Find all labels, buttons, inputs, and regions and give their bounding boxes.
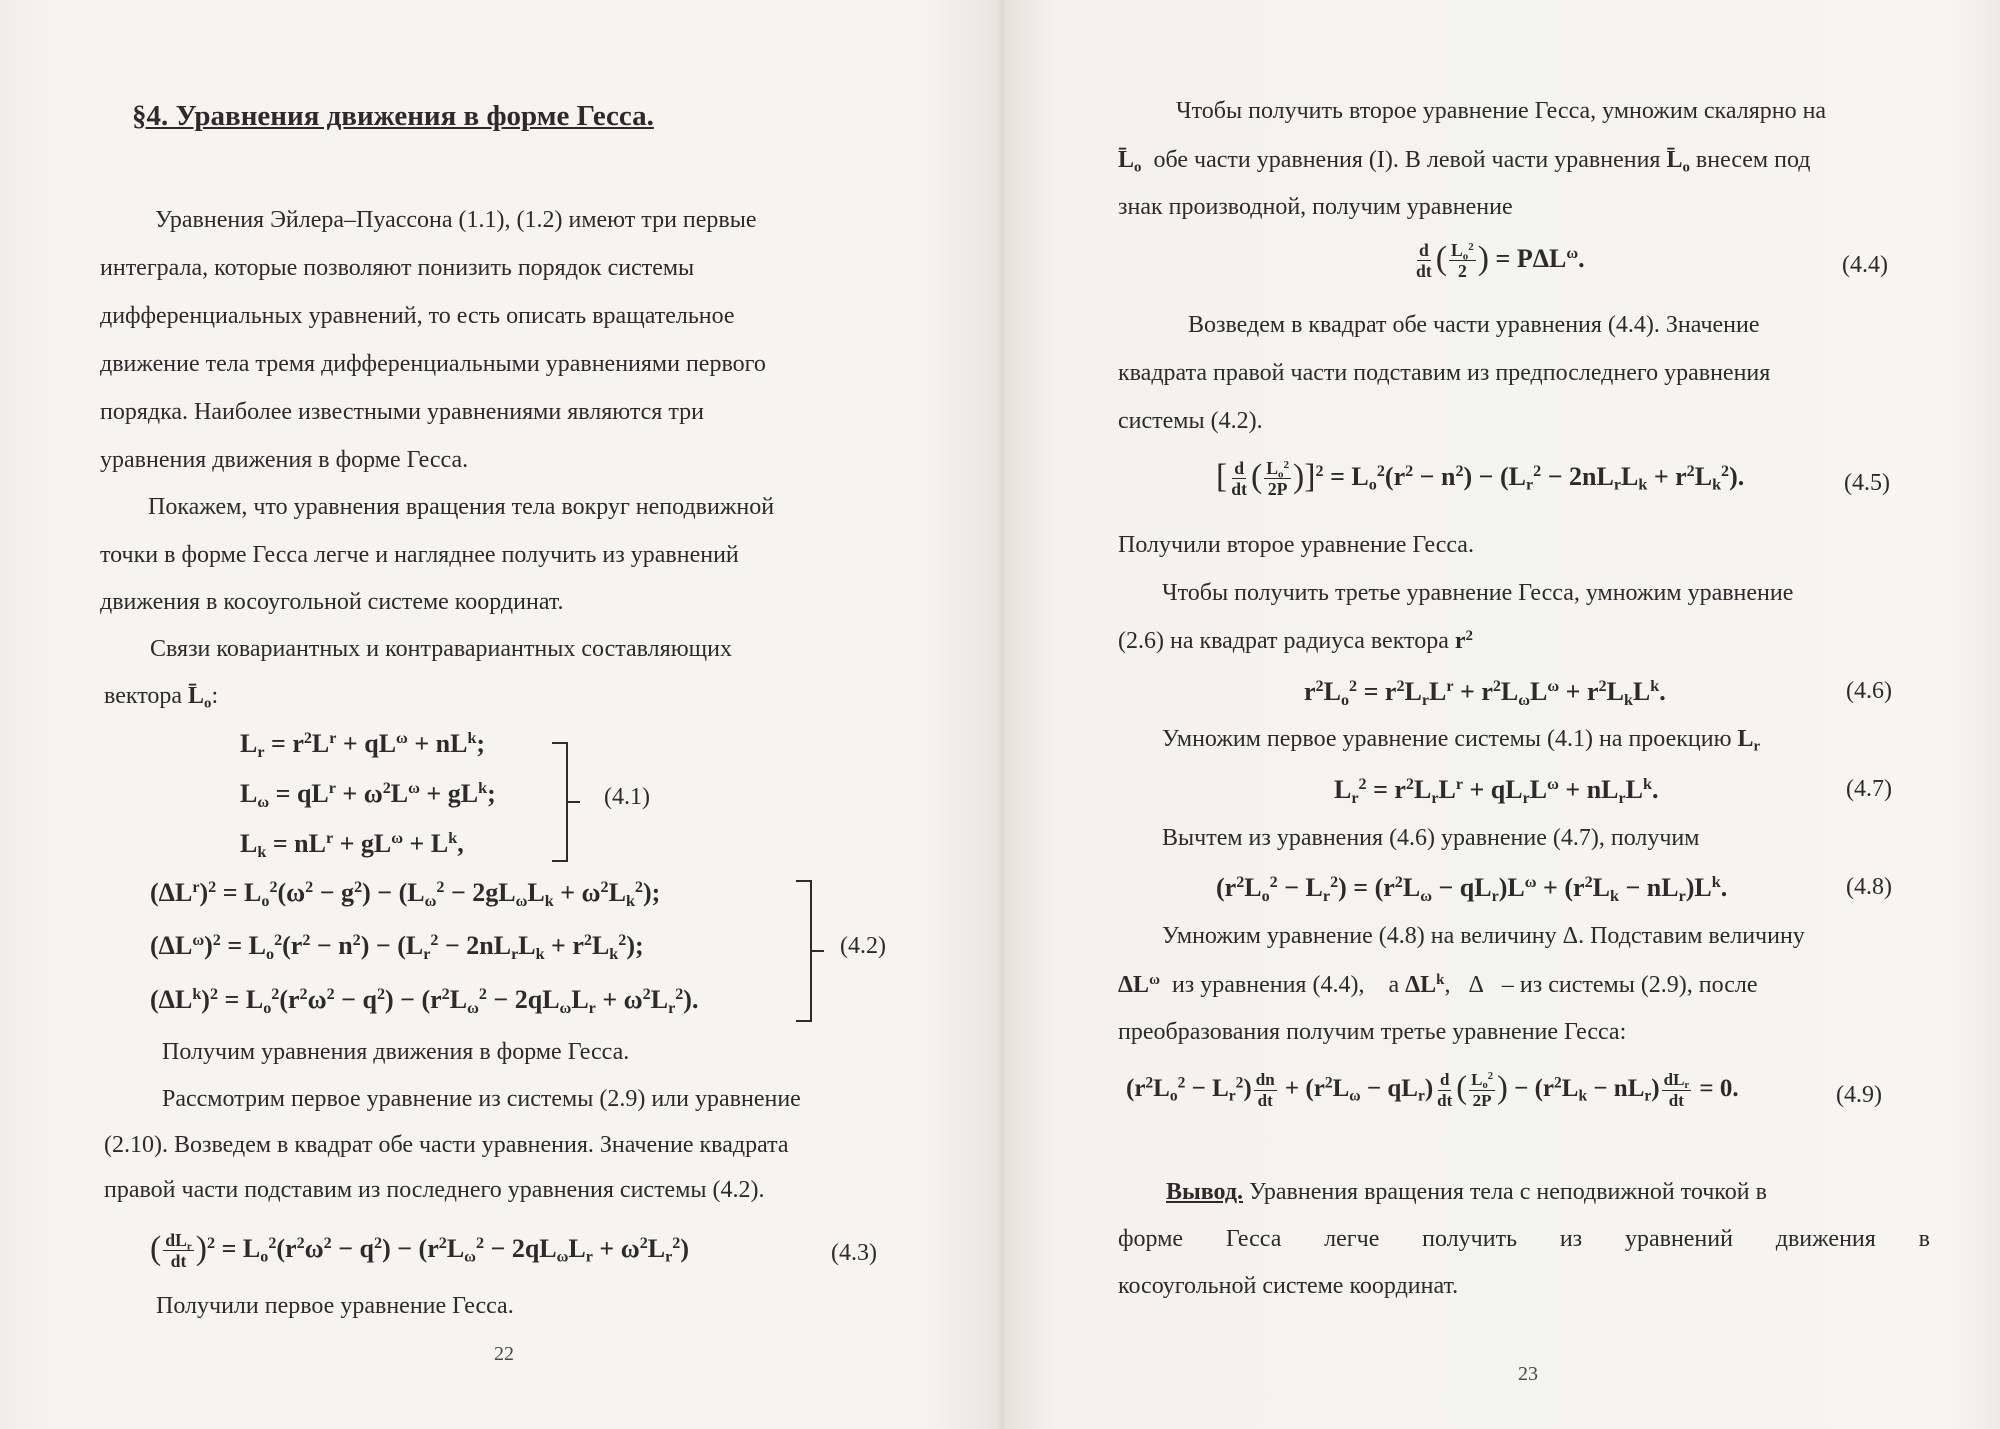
eq43: ( $\frac{dL_r}{dt}$ )$^2 = L_o^2(r^2\omega^2 - q^2) - (r^2L_\omega^2 - 2qL_\omega L_r + \omega^2L_r^2)$ [150,1229,690,1272]
eq45: [ $\frac{d}{dt}$ ( $\frac{L_o^2}{2P}$ )]$^2 = L_o^2(r^2 - n^2) - (L_r^2 - 2nL_rL_k + r^2L_k^2)$. [1216,457,1745,500]
right-para2-line1: Возведем в квадрат обе части уравнения (4.4). Значение [1188,312,1760,338]
eq41-line3: $L_k = nL^r + gL^\omega + L^k$, [240,829,464,861]
eq43-label: (4.3) [831,1240,877,1266]
right-para4: Умножим первое уравнение системы (4.1) на проекцию $L_r$ [1162,726,1761,755]
eq42-line3: $(\Delta L^k)^2 = L_o^2(r^2\omega^2 - q^2) - (r^2L_\omega^2 - 2qL_\omega L_r + \omega^2L_r^2)$. [150,985,699,1017]
right-para3-line2: (2.6) на квадрат радиуса вектора $r^2$ [1118,627,1473,654]
left-para1-line2: интеграла, которые позволяют понизить порядок системы [100,255,695,281]
left-after42: Получим уравнения движения в форме Гесса. [162,1039,630,1065]
eq46-label: (4.6) [1846,678,1892,704]
left-para3-line1: Связи ковариантных и контравариантных составляющих [150,636,732,662]
eq41-brace [552,742,568,862]
left-after43: Получили первое уравнение Гесса. [156,1293,514,1319]
left-para2-line1: Покажем, что уравнения вращения тела вокруг неподвижной [148,494,775,520]
section-title: §4. Уравнения движения в форме Гесса. [132,100,654,132]
left-para2-line3: движения в косоугольной системе координат. [100,589,564,615]
left-para2-line2: точки в форме Гесса легче и нагляднее получить из уравнений [100,542,739,568]
eq48: $(r^2L_o^2 - L_r^2) = (r^2L_\omega - qL_r)L^\omega + (r^2L_k - nL_r)L^k$. [1216,873,1728,905]
right-para2-line2: квадрата правой части подставим из предпоследнего уравнения [1118,360,1771,386]
right-after45: Получили второе уравнение Гесса. [1118,532,1474,558]
eq42-line1: $(\Delta L^r)^2 = L_o^2(\omega^2 - g^2) - (L_\omega^2 - 2gL_\omega L_k + \omega^2L_k^2)$; [150,878,661,910]
eq42-line2: $(\Delta L^\omega)^2 = L_o^2(r^2 - n^2) - (L_r^2 - 2nL_rL_k + r^2L_k^2)$; [150,931,644,963]
conclusion-line3: косоугольной системе координат. [1118,1273,1459,1299]
eq45-label: (4.5) [1844,470,1890,496]
right-page [1004,0,2000,1429]
eq44-label: (4.4) [1842,252,1888,278]
right-para1-line3: знак производной, получим уравнение [1118,194,1513,220]
left-para1-line4: движение тела тремя дифференциальными уравнениями первого [100,351,766,377]
conclusion-label: Вывод. [1166,1179,1243,1205]
eq41-label: (4.1) [604,784,650,810]
right-para5: Вычтем из уравнения (4.6) уравнение (4.7), получим [1162,825,1700,851]
right-para1-line1: Чтобы получить второе уравнение Гесса, умножим скалярно на [1176,98,1827,124]
left-para4-line1: Рассмотрим первое уравнение из системы (2.9) или уравнение [162,1086,801,1112]
right-para2-line3: системы (4.2). [1118,408,1263,434]
eq41-line1: $L_r = r^2L^r + qL^\omega + nL^k$; [240,729,486,761]
right-para6-line3: преобразования получим третье уравнение Гесса: [1118,1019,1627,1045]
left-para1-line3: дифференциальных уравнений, то есть описать вращательное [100,303,735,329]
right-para1-line2: $L̄_o$ обе части уравнения (I). В левой части уравнения $L̄_o$ внесем под [1118,147,1811,176]
eq47-label: (4.7) [1846,776,1892,802]
eq41-line2: $L_\omega = qL^r + \omega^2L^\omega + gL^k$; [240,779,496,811]
right-para6-line1: Умножим уравнение (4.8) на величину Δ. Подставим величину [1162,923,1805,949]
eq42-label: (4.2) [840,933,886,959]
eq47: $L_r^2 = r^2L_rL^r + qL_rL^\omega + nL_rL^k$. [1334,775,1659,807]
conclusion-line2: форме Гесса легче получить из уравнений движения в [1118,1226,1930,1252]
left-para1-line1: Уравнения Эйлера–Пуассона (1.1), (1.2) имеют три первые [155,207,757,233]
left-para1-line5: порядка. Наиболее известными уравнениями являются три [100,399,704,425]
eq49: $(r^2L_o^2 - L_r^2)$ $\frac{dn}{dt}$ + $(r^2L_\omega - qL_r)$ $\frac{d}{dt}$ ( $\frac{L_o^2}{2P}$ ) − $(r^2L_k - nL_r)$ $\frac{dL_r}{dt}$ = 0. [1126,1070,1739,1110]
right-para3-line1: Чтобы получить третье уравнение Гесса, умножим уравнение [1162,580,1794,606]
left-para3-line2: вектора $L̄_o$: [104,683,219,712]
eq49-label: (4.9) [1836,1082,1882,1108]
left-page-number: 22 [494,1343,514,1365]
left-para4-line3: правой части подставим из последнего уравнения системы (4.2). [104,1177,765,1203]
left-para1-line6: уравнения движения в форме Гесса. [100,447,469,473]
left-para4-line2: (2.10). Возведем в квадрат обе части уравнения. Значение квадрата [104,1132,789,1158]
eq46: $r^2L_o^2 = r^2L_rL^r + r^2L_\omega L^\omega + r^2L_kL^k$. [1304,677,1666,709]
right-page-number: 23 [1518,1363,1538,1385]
right-para6-line2: $\Delta L^\omega$ из уравнения (4.4), а $\Delta L^k$, Δ – из системы (2.9), после [1118,971,1758,998]
conclusion-line1: Вывод. Уравнения вращения тела с неподвижной точкой в [1166,1179,1767,1205]
eq42-brace [796,880,812,1022]
eq44: $\frac{d}{dt}$ ( $\frac{L_o^2}{2}$ ) = $P\Delta L^\omega$. [1416,239,1585,282]
eq48-label: (4.8) [1846,874,1892,900]
